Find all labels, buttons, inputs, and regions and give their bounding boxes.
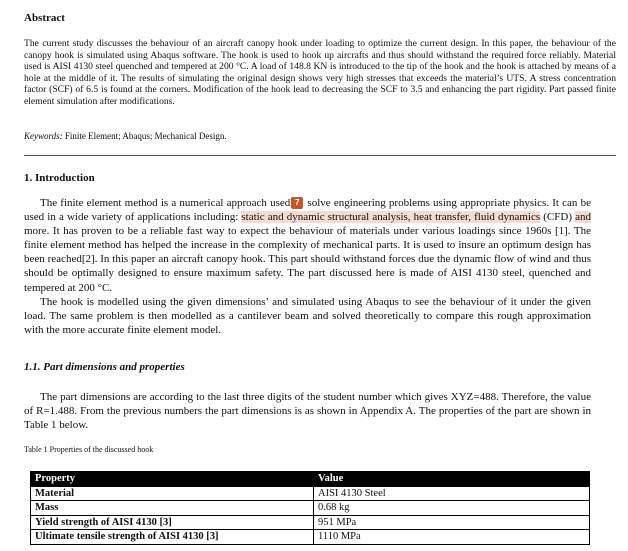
value-cell: 0.68 kg — [314, 501, 590, 516]
property-cell: Ultimate tensile strength of AISI 4130 [3] — [31, 530, 314, 545]
introduction-heading: 1. Introduction — [24, 172, 95, 184]
introduction-paragraph-1 — [24, 196, 591, 295]
value-cell: 1110 MPa — [314, 530, 590, 545]
keywords-label: Keywords: — [24, 131, 63, 141]
value-cell: AISI 4130 Steel — [314, 486, 590, 501]
properties-table — [30, 471, 590, 545]
introduction-paragraph-2: The hook is modelled using the given dimensions’ and simulated using Abaqus to see the behaviour of it under the given load. The same problem is then modelled as a cantilever beam and solved theoretically to compare this rough approximation with the more accurate finite element model. — [24, 295, 591, 336]
introduction-body — [24, 196, 591, 337]
intro-text-before-badge: The finite element method is a numerical approach used — [40, 197, 291, 209]
table-row — [31, 486, 590, 501]
table-row — [31, 501, 590, 516]
annotation-badge[interactable]: 7 — [291, 197, 303, 209]
table-caption: Table 1 Properties of the discussed hook — [24, 445, 154, 454]
part-dimensions-body: The part dimensions are according to the last three digits of the student number which gives XYZ=488. Therefore, the value of R=1.488. From the previous numbers the part dimensions is as shown in Appendix A. The properties of the part are shown in Table 1 below. — [24, 391, 591, 432]
header-value: Value — [314, 472, 590, 487]
table-row — [31, 530, 590, 545]
section-divider — [24, 155, 616, 156]
intro-text-rest: more. It has proven to be a reliable fast way to expect the behaviour of materials under various loadings since 1960s [1]. The finite element method has helped the increase in the complexity of mechanical parts. It is used to insure an optimum design has been reached[2]. In this paper an aircraft canopy hook. This part should withstand forces due the dynamic flow of wind and thus should be optimally designed to ensure maximum safety. The part discussed here is made of AISI 4130 steel, quenched and tempered at 200 °C. — [24, 225, 591, 294]
keywords-text: Finite Element; Abaqus; Mechanical Design. — [62, 131, 227, 141]
abstract-body: The current study discusses the behaviour of an aircraft canopy hook under loading to optimize the current design. In this paper, the behaviour of the canopy hook is simulated using Abaqus software. The hook is used to hook up aircrafts and thus should withstand the required force reliably. Material used is AISI 4130 steel quenched and tempered at 200 °C. A load of 148.8 KN is introduced to the tip of the hook and the hook is attached by means of a hole at the middle of it. The results of simulating the original design shows very high stresses that exceeds the material’s UTS. A stress concentration factor (SCF) of 6.5 is found at the corners. Modification of the hook lead to decreasing the SCF to 3.5 and enhancing the part rigidity. Part passed finite element simulation after modifications. — [24, 38, 616, 107]
highlighted-text-1[interactable]: static and dynamic structural analysis, heat transfer, fluid dynamics — [241, 211, 541, 224]
highlighted-text-2[interactable]: and — [575, 211, 592, 224]
table-row — [31, 515, 590, 530]
property-cell: Yield strength of AISI 4130 [3] — [31, 515, 314, 530]
property-cell: Material — [31, 486, 314, 501]
keywords-line — [24, 131, 227, 141]
header-property: Property — [31, 472, 314, 487]
property-cell: Mass — [31, 501, 314, 516]
part-dimensions-heading: 1.1. Part dimensions and properties — [24, 361, 185, 373]
value-cell: 951 MPa — [314, 515, 590, 530]
table-header-row — [31, 472, 590, 487]
abstract-heading: Abstract — [24, 12, 65, 24]
intro-text-after-badge: solve engineering problems using appropriate physics. It can be used in a wide variety of applications including: — [24, 197, 591, 224]
intro-text-mid: (CFD) — [540, 211, 576, 224]
